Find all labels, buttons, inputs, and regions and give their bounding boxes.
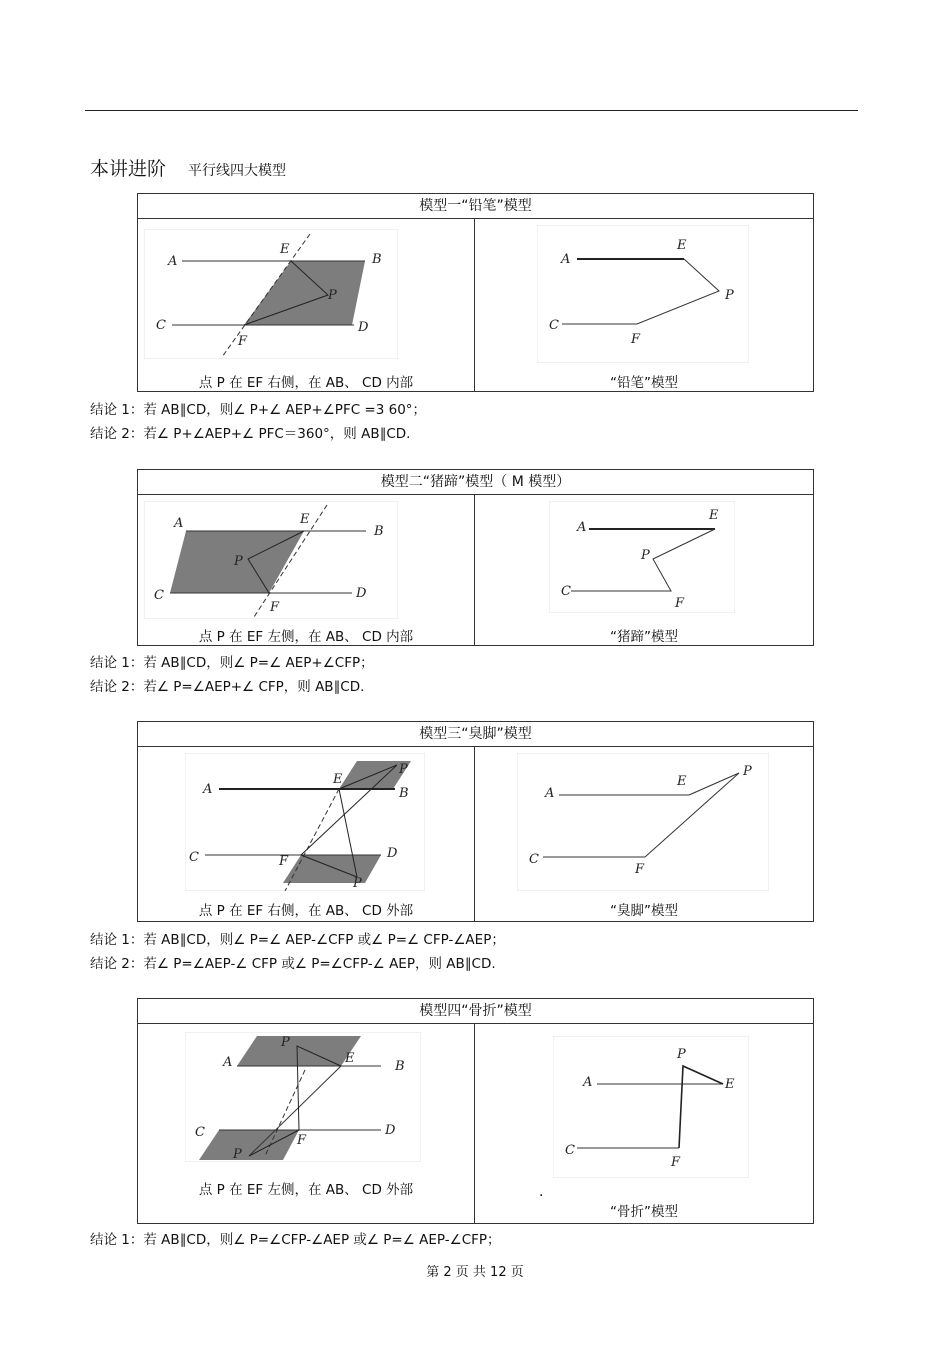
label-p: P: [234, 554, 243, 569]
model-1-left-diagram: [144, 229, 398, 359]
top-rule: [85, 110, 858, 111]
heading-subtitle: 平行线四大模型: [188, 163, 287, 179]
model-1-left-cell: [138, 219, 475, 391]
label-c: C: [529, 852, 539, 867]
model-4-left-diagram: [185, 1032, 421, 1162]
model-2-table: [137, 469, 814, 646]
label-p: P: [743, 764, 752, 779]
section-heading: [90, 154, 286, 181]
label-p: P: [281, 1035, 290, 1050]
model-3-right-diagram: [517, 753, 769, 891]
model-4-table: [137, 998, 814, 1224]
model-2-title: 模型二“猪蹄”模型（ M 模型）: [138, 470, 813, 495]
model-3-conclusion-2: 结论 2：若∠ P=∠AEP-∠ CFP 或∠ P=∠CFP-∠ AEP，则 AB∥CD.: [90, 956, 496, 972]
label-p: P: [353, 876, 362, 891]
model-2-left-diagram: [144, 501, 398, 619]
model-1-right-caption: “铅笔”模型: [610, 375, 678, 391]
label-b: B: [374, 524, 384, 539]
model-1-conclusion-1: 结论 1：若 AB∥CD，则∠ P+∠ AEP+∠PFC =3 60°；: [90, 402, 427, 418]
model-1-conclusion-2: 结论 2：若∠ P+∠AEP+∠ PFC＝360°，则 AB∥CD.: [90, 426, 411, 442]
model-4-conclusion-1: 结论 1：若 AB∥CD，则∠ P=∠CFP-∠AEP 或∠ P=∠ AEP-∠CFP；: [90, 1232, 501, 1248]
model-2-right-diagram: [549, 501, 735, 613]
model-2-left-caption: 点 P 在 EF 左侧，在 AB、 CD 内部: [198, 629, 414, 645]
label-e: E: [345, 1051, 355, 1066]
label-c: C: [195, 1125, 205, 1140]
model-2-right-caption: “猪蹄”模型: [610, 629, 678, 645]
label-d: D: [387, 846, 398, 861]
label-f: F: [297, 1133, 307, 1148]
model-1-left-caption: 点 P 在 EF 右侧，在 AB、 CD 内部: [198, 375, 414, 391]
label-c: C: [156, 318, 166, 333]
model-3-right-cell: [475, 747, 813, 921]
label-d: D: [358, 320, 369, 335]
page-footer: 第 2 页 共 12 页: [426, 1265, 524, 1280]
model-2-conclusion-2: 结论 2：若∠ P=∠AEP+∠ CFP，则 AB∥CD.: [90, 679, 365, 695]
label-a: A: [545, 786, 555, 801]
label-p: P: [233, 1147, 242, 1162]
label-p: P: [677, 1047, 686, 1062]
model-4-left-caption: 点 P 在 EF 左侧，在 AB、 CD 外部: [198, 1182, 414, 1198]
label-c: C: [549, 318, 559, 333]
label-b: B: [399, 786, 409, 801]
stray-dot: .: [539, 1184, 544, 1200]
model-2-conclusion-1: 结论 1：若 AB∥CD，则∠ P=∠ AEP+∠CFP；: [90, 655, 374, 671]
label-f: F: [270, 600, 280, 615]
label-e: E: [333, 772, 343, 787]
model-3-left-diagram: [185, 753, 425, 891]
model-4-title: 模型四“骨折”模型: [138, 999, 813, 1024]
label-p: P: [725, 288, 734, 303]
label-b: B: [372, 252, 382, 267]
model-3-left-cell: [138, 747, 475, 921]
label-p: P: [328, 288, 337, 303]
label-f: F: [279, 854, 289, 869]
label-a: A: [223, 1055, 233, 1070]
model-1-title: 模型一“铅笔”模型: [138, 194, 813, 219]
model-3-right-caption: “臭脚”模型: [610, 903, 678, 919]
model-4-right-caption: “骨折”模型: [610, 1204, 678, 1220]
label-f: F: [675, 596, 685, 611]
label-a: A: [168, 254, 178, 269]
model-4-left-cell: [138, 1024, 475, 1223]
label-e: E: [677, 774, 687, 789]
model-2-left-cell: [138, 495, 475, 645]
model-1-right-cell: [475, 219, 813, 391]
label-e: E: [280, 242, 290, 257]
label-e: E: [300, 512, 310, 527]
label-c: C: [561, 584, 571, 599]
model-3-table: [137, 721, 814, 922]
model-4-right-cell: [475, 1024, 813, 1223]
label-d: D: [385, 1123, 396, 1138]
label-p: P: [399, 762, 408, 777]
label-a: A: [203, 782, 213, 797]
model-1-table: [137, 193, 814, 392]
model-4-right-diagram: [553, 1036, 749, 1178]
label-a: A: [174, 516, 184, 531]
label-b: B: [395, 1059, 405, 1074]
label-f: F: [671, 1155, 681, 1170]
label-c: C: [154, 588, 164, 603]
model-3-conclusion-1: 结论 1：若 AB∥CD，则∠ P=∠ AEP-∠CFP 或∠ P=∠ CFP-∠AEP；: [90, 932, 505, 948]
model-2-right-cell: [475, 495, 813, 645]
label-f: F: [635, 862, 645, 877]
label-a: A: [561, 252, 571, 267]
label-e: E: [709, 508, 719, 523]
label-d: D: [356, 586, 367, 601]
label-f: F: [238, 334, 248, 349]
model-1-right-diagram: [537, 225, 749, 363]
label-p: P: [641, 548, 650, 563]
label-c: C: [565, 1143, 575, 1158]
model-3-title: 模型三“臭脚”模型: [138, 722, 813, 747]
label-e: E: [677, 238, 687, 253]
model-3-left-caption: 点 P 在 EF 右侧，在 AB、 CD 外部: [198, 903, 414, 919]
label-a: A: [583, 1075, 593, 1090]
label-e: E: [725, 1077, 735, 1092]
label-f: F: [631, 332, 641, 347]
label-a: A: [577, 520, 587, 535]
heading-title: 本讲进阶: [90, 158, 167, 180]
label-c: C: [189, 850, 199, 865]
